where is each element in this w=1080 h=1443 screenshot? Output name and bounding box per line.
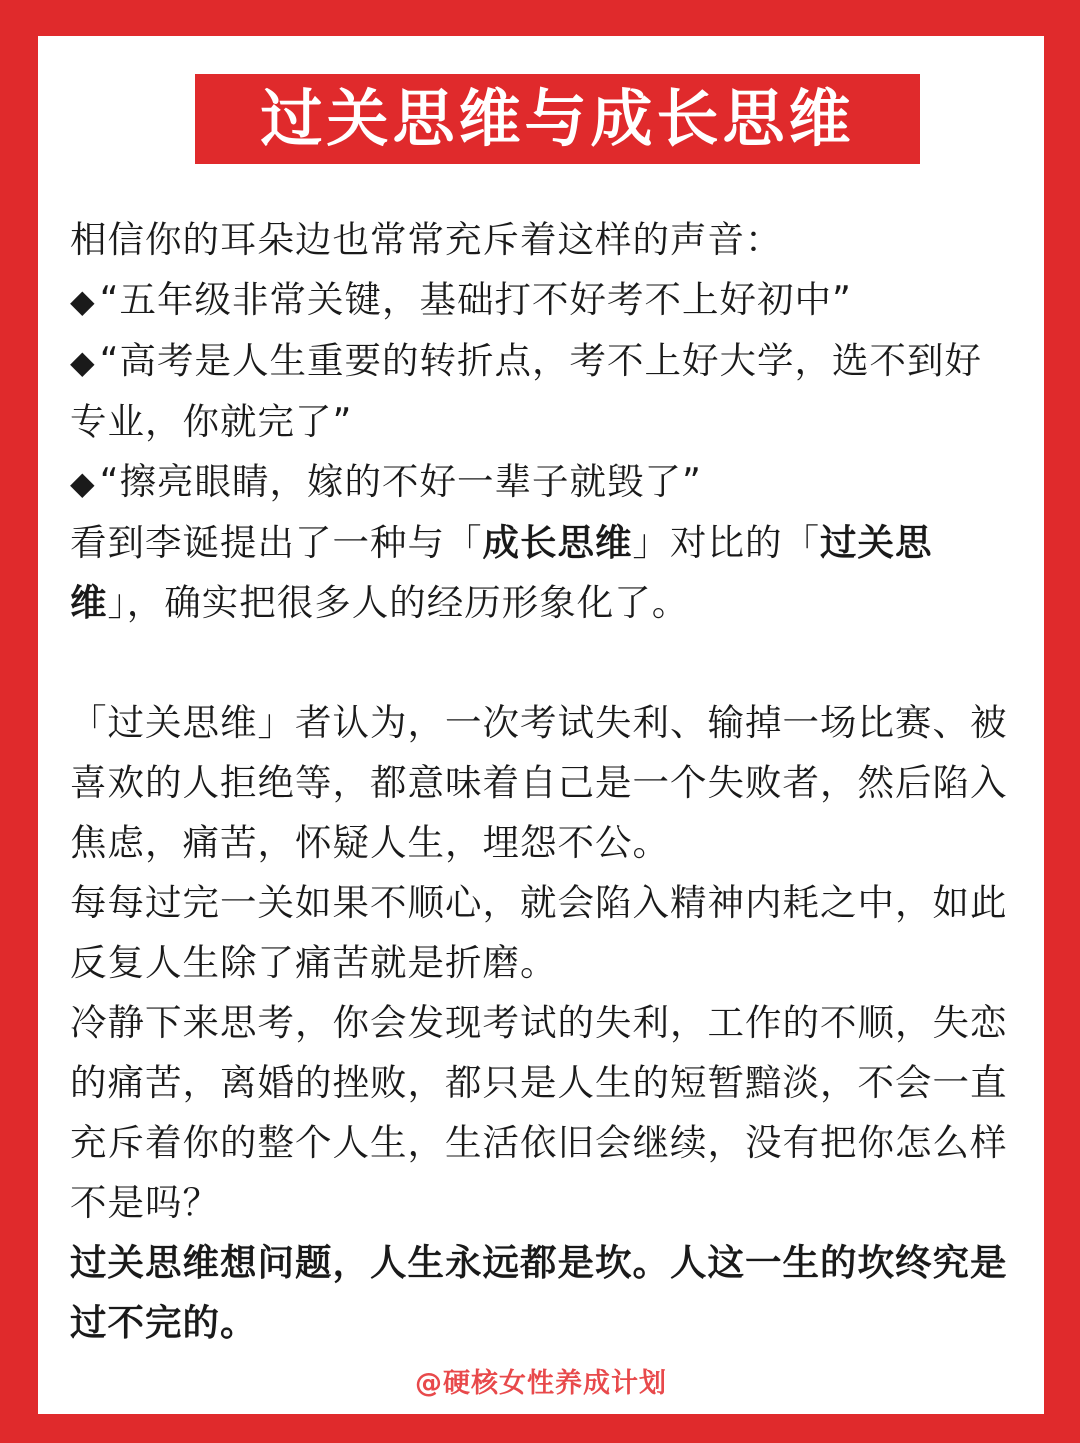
footer-signature: @硬核女性养成计划: [415, 1368, 667, 1399]
bullet-item: [70, 331, 1010, 452]
para1-text-b: 」对比的「: [632, 521, 820, 564]
paragraph-5-bold: 过关思维想问题，人生永远都是坎。人这一生的坎终究是过不完的。: [70, 1241, 1008, 1344]
paragraph-gap: [70, 633, 1010, 693]
paragraph-3: 每每过完一关如果不顺心，就会陷入精神内耗之中，如此反复人生除了痛苦就是折磨。: [70, 881, 1008, 984]
diamond-bullet-icon: ◆: [70, 343, 96, 381]
paragraph-2: 「过关思维」者认为，一次考试失利、输掉一场比赛、被喜欢的人拒绝等，都意味着自己是一个失败者，然后陷入焦虑，痛苦，怀疑人生，埋怨不公。: [70, 701, 1008, 864]
article-body: [70, 210, 1010, 1353]
para1-text-c: 」，确实把很多人的经历形象化了。: [107, 581, 690, 624]
bullet-text: “五年级非常关键，基础打不好考不上好初中”: [99, 278, 852, 321]
para1-text-a: 看到李诞提出了一种与「: [70, 521, 483, 564]
content-card: [38, 36, 1044, 1414]
intro-text: 相信你的耳朵边也常常充斥着这样的声音：: [70, 218, 783, 261]
bullet-text: “高考是人生重要的转折点，考不上好大学，选不到好专业，你就完了”: [70, 339, 983, 443]
bullet-item: [70, 270, 1010, 331]
paragraph-1: [70, 513, 1010, 633]
para1-bold-growth: 成长思维: [482, 521, 633, 564]
page-title: 过关思维与成长思维: [260, 82, 855, 155]
title-banner: [195, 74, 920, 164]
diamond-bullet-icon: ◆: [70, 282, 96, 320]
para1-bold-pass: 过关思维: [70, 521, 933, 624]
bullet-item: [70, 452, 1010, 513]
bullet-text: “擦亮眼睛，嫁的不好一辈子就毁了”: [99, 460, 702, 503]
paragraph-4: 冷静下来思考，你会发现考试的失利，工作的不顺，失恋的痛苦，离婚的挫败，都只是人生的短暂黯淡，不会一直充斥着你的整个人生，生活依旧会继续，没有把你怎么样不是吗？: [70, 1001, 1008, 1224]
diamond-bullet-icon: ◆: [70, 464, 96, 502]
